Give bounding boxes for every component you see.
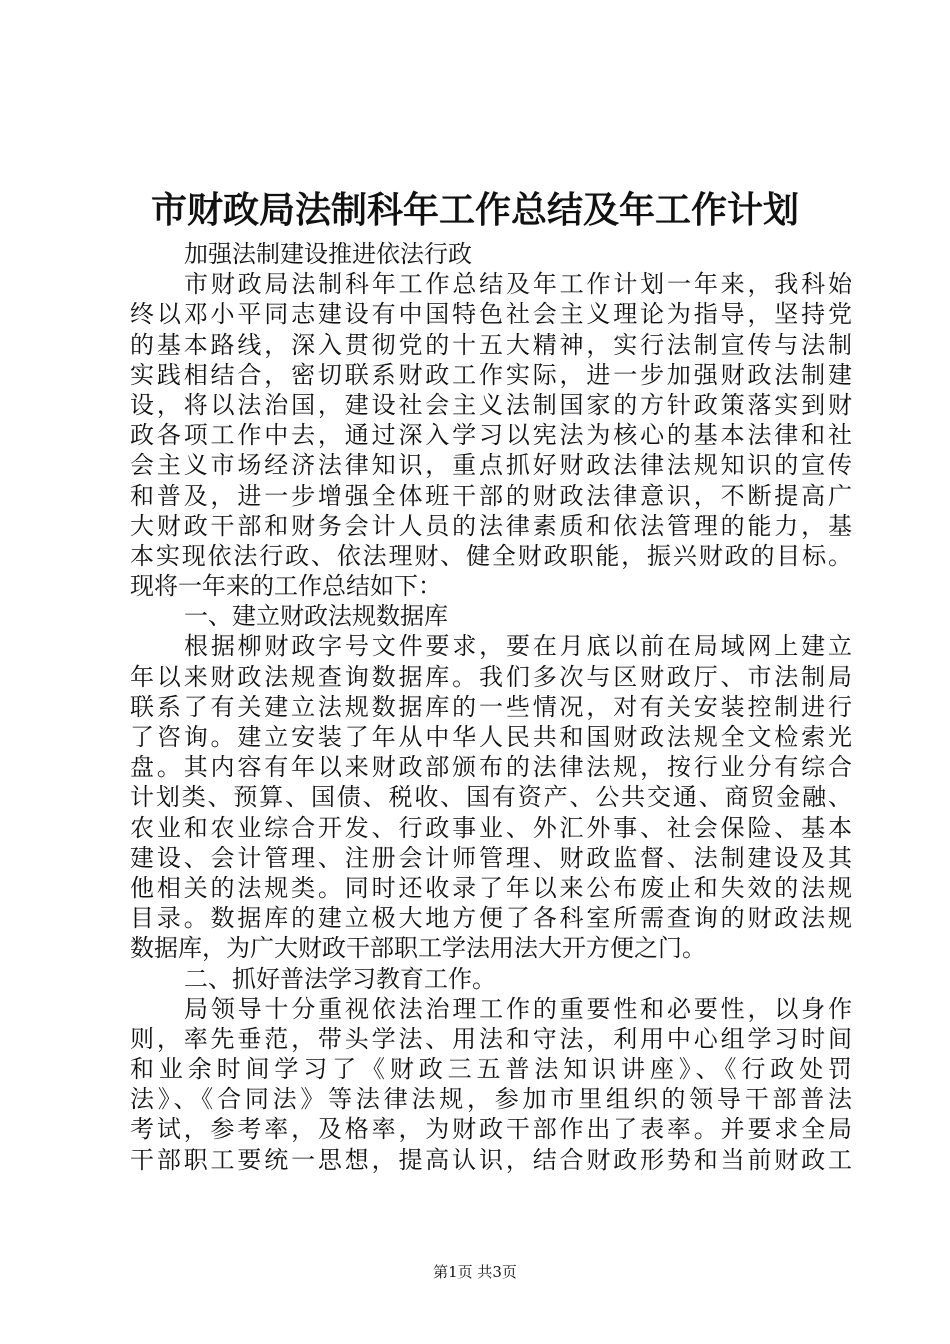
paragraph-3-line: 法》、《合同法》等法律法规，参加市里组织的领导干部普法 [130,1085,852,1114]
paragraph-1-line: 和普及，进一步增强全体班干部的财政法律意识，不断提高广 [130,481,852,510]
paragraph-1-line: 的基本路线，深入贯彻党的十五大精神，实行法制宣传与法制 [130,330,852,359]
subtitle: 加强法制建设推进依法行政 [184,240,472,268]
paragraph-1-line: 本实现依法行政、依法理财、健全财政职能，振兴财政的目标。 [130,541,852,570]
paragraph-3-line: 考试，参考率，及格率，为财政干部作出了表率。并要求全局 [130,1115,852,1144]
paragraph-1-line: 市财政局法制科年工作总结及年工作计划一年来，我科始 [184,270,852,299]
paragraph-2-line: 计划类、预算、国债、税收、国有资产、公共交通、商贸金融、 [130,783,852,812]
section-1-heading: 一、建立财政法规数据库 [184,602,448,631]
paragraph-2-line: 盘。其内容有年以来财政部颁布的法律法规，按行业分有综合 [130,753,852,782]
paragraph-1-line: 现将一年来的工作总结如下： [130,572,442,601]
paragraph-3-line: 和业余时间学习了《财政三五普法知识讲座》、《行政处罚 [130,1055,852,1084]
paragraph-3-line: 干部职工要统一思想，提高认识，结合财政形势和当前财政工 [130,1145,852,1174]
paragraph-2-line: 根据柳财政字号文件要求，要在月底以前在局域网上建立 [184,632,852,661]
paragraph-1-line: 大财政干部和财务会计人员的法律素质和依法管理的能力，基 [130,511,852,540]
paragraph-2-line: 建设、会计管理、注册会计师管理、财政监督、法制建设及其 [130,843,852,872]
paragraph-1-line: 会主义市场经济法律知识，重点抓好财政法律法规知识的宣传 [130,451,852,480]
paragraph-1-line: 实践相结合，密切联系财政工作实际，进一步加强财政法制建 [130,360,852,389]
paragraph-2-line: 目录。数据库的建立极大地方便了各科室所需查询的财政法规 [130,904,852,933]
paragraph-1-line: 政各项工作中去，通过深入学习以宪法为核心的基本法律和社 [130,421,852,450]
paragraph-2-line: 了咨询。建立安装了年从中华人民共和国财政法规全文检索光 [130,723,852,751]
paragraph-3-line: 局领导十分重视依法治理工作的重要性和必要性，以身作 [184,994,852,1023]
document-title: 市财政局法制科年工作总结及年工作计划 [150,189,799,231]
paragraph-1-line: 设，将以法治国，建设社会主义法制国家的方针政策落实到财 [130,390,852,419]
paragraph-2-line: 年以来财政法规查询数据库。我们多次与区财政厅、市法制局 [130,662,852,691]
document-body [130,239,852,1175]
section-2-heading: 二、抓好普法学习教育工作。 [184,964,496,993]
paragraph-2-line: 农业和农业综合开发、行政事业、外汇外事、社会保险、基本 [130,813,852,842]
paragraph-2-line: 他相关的法规类。同时还收录了年以来公布废止和失效的法规 [130,873,852,902]
paragraph-2-line: 联系了有关建立法规数据库的一些情况，对有关安装控制进行 [130,692,852,721]
page-footer: 第1页 共3页 [433,1263,517,1281]
paragraph-1-line: 终以邓小平同志建设有中国特色社会主义理论为指导，坚持党 [130,300,852,329]
paragraph-3-line: 则，率先垂范，带头学法、用法和守法，利用中心组学习时间 [130,1024,852,1053]
paragraph-2-line: 数据库，为广大财政干部职工学法用法大开方便之门。 [130,934,706,963]
